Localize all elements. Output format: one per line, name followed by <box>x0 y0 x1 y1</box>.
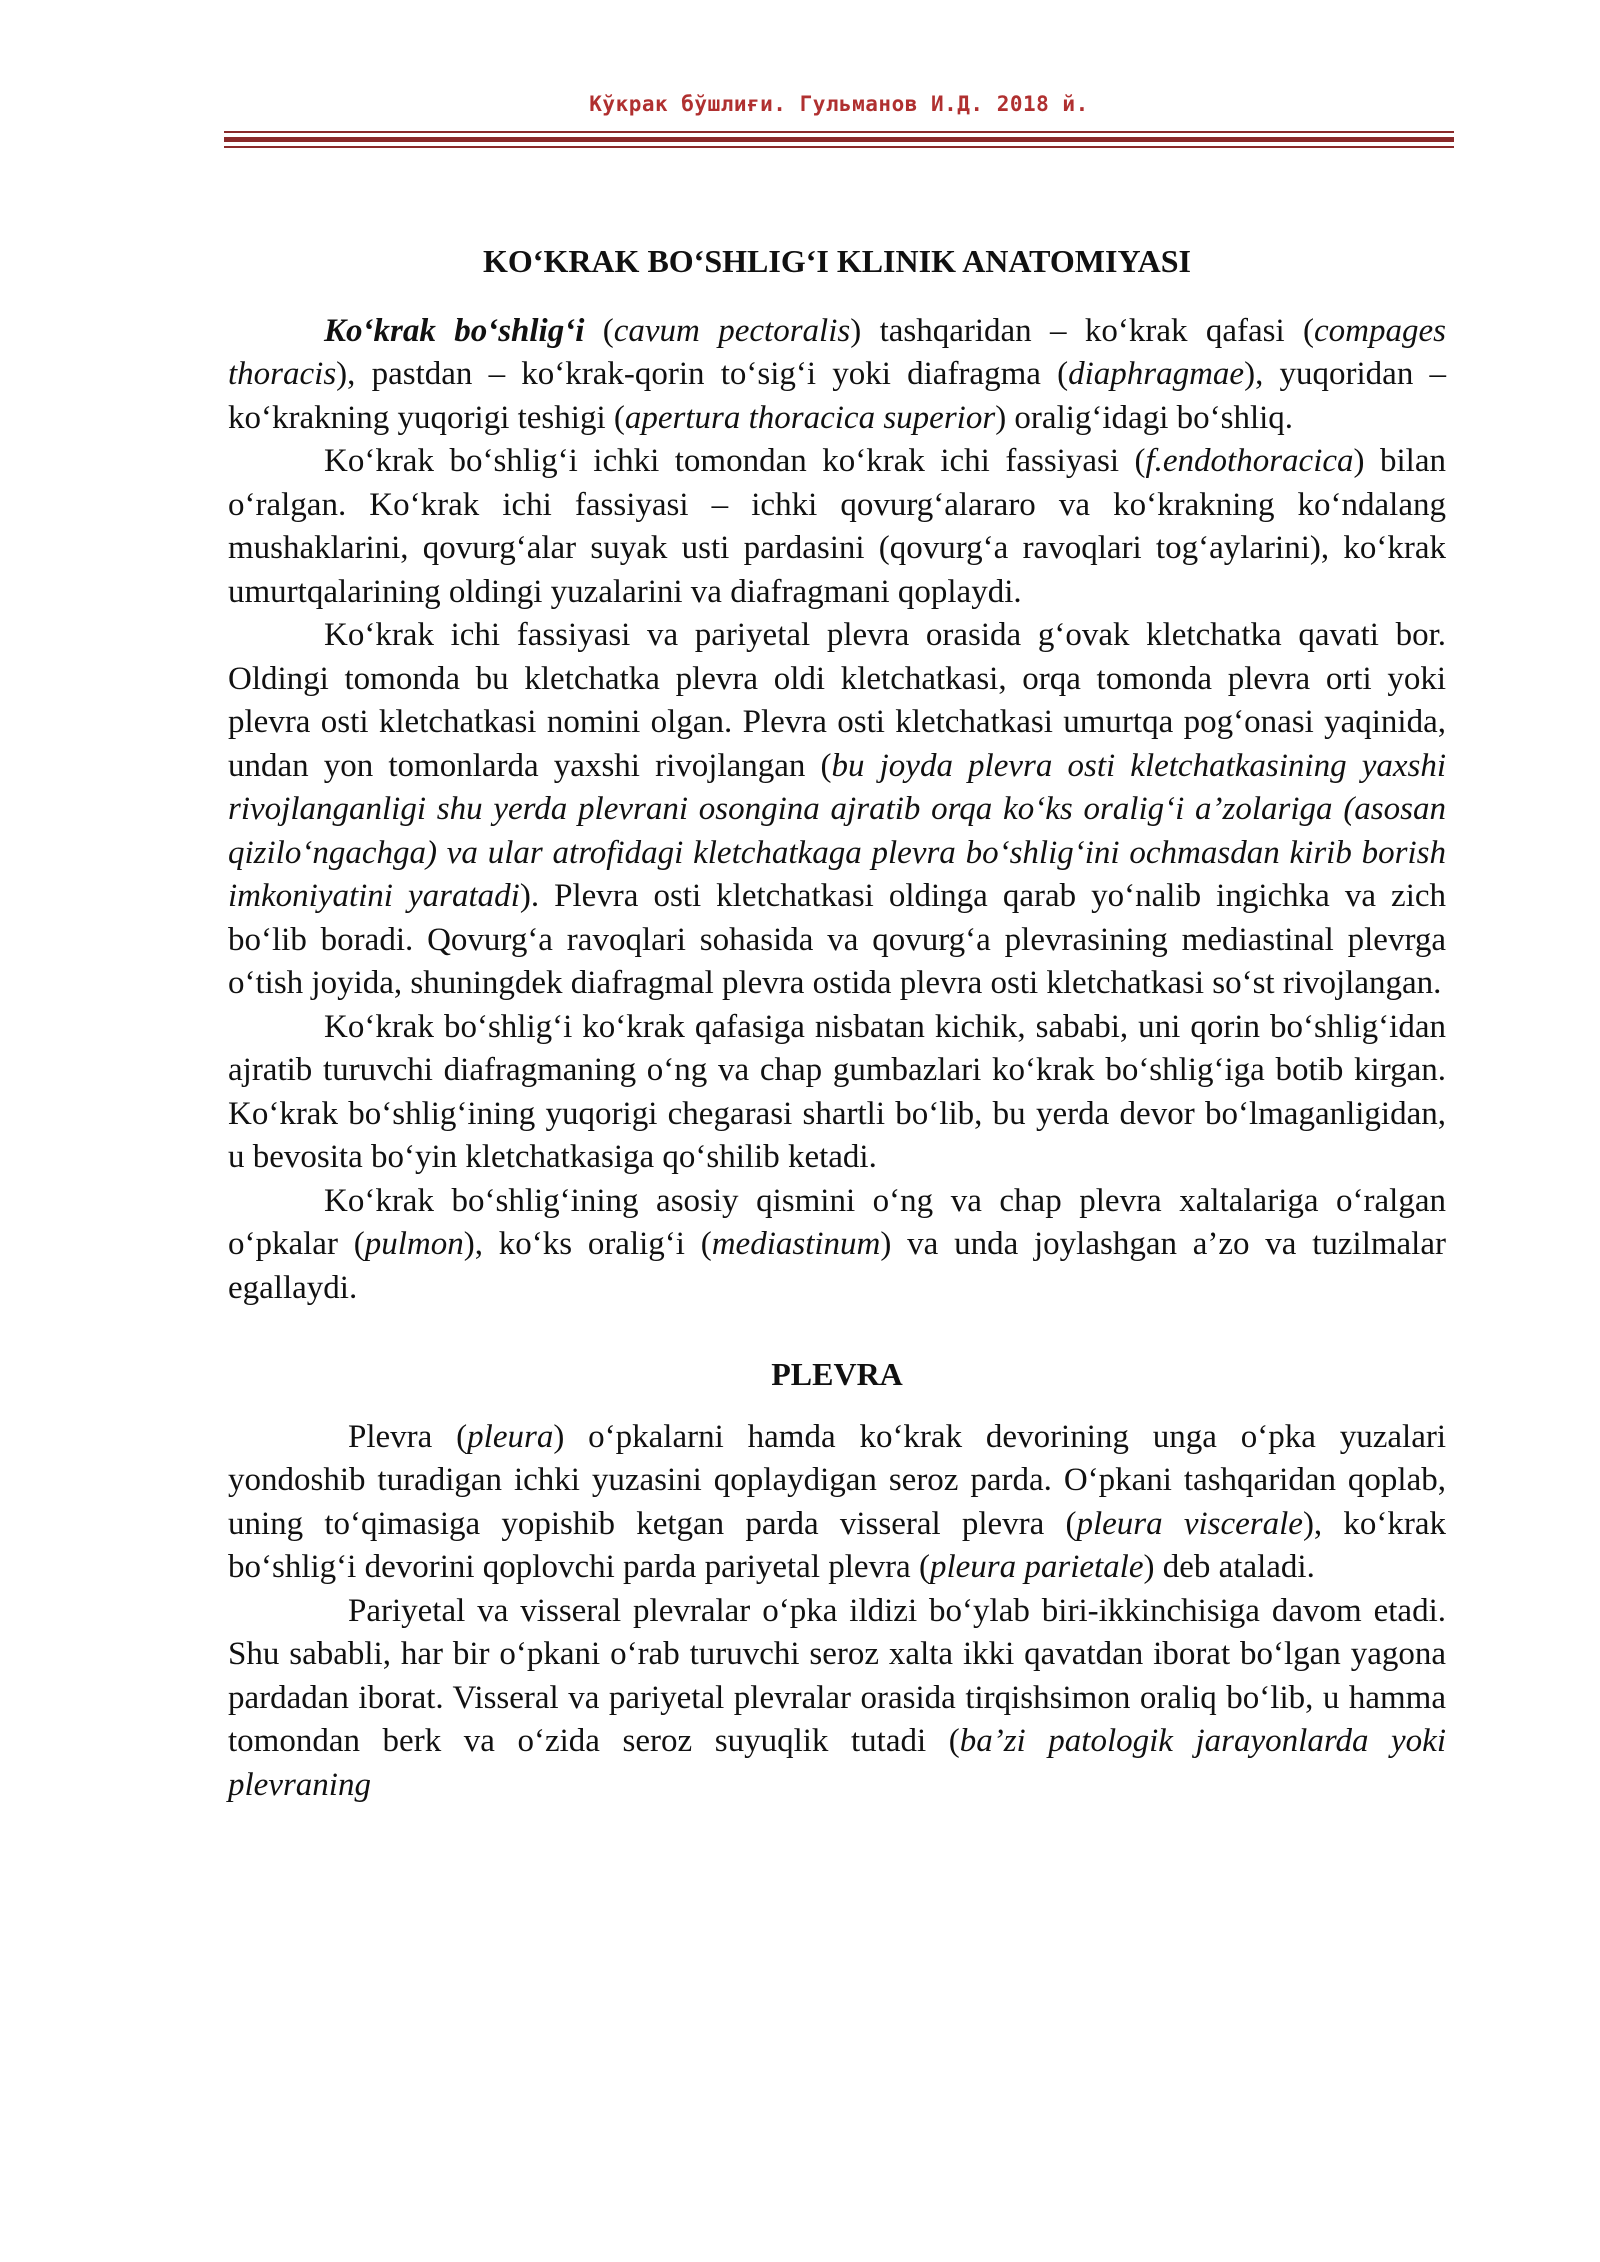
page-title: KO‘KRAK BO‘SHLIG‘I KLINIK ANATOMIYASI <box>483 243 1191 279</box>
text-run: ), ko‘krak bo‘shlig‘i devorini qoplovchi parda pariyetal plevra ( <box>228 1505 1446 1585</box>
italic-term: cavum pectoralis <box>613 312 851 349</box>
text-run: Pariyetal va visseral plevralar o‘pka ildizi bo‘ylab biri-ikkinchisiga davom etadi. Shu sababli, har bir o‘pkani o‘rab turuvchi seroz xalta ikki qavatdan iborat bo‘lgan yagona pardadan iborat. Visseral va pariyetal plevralar orasida tirqishsimon oraliq bo‘lib, u hamma tomondan berk va o‘zida seroz suyuqlik tutadi ( <box>228 1592 1446 1759</box>
text-run: ) deb ataladi. <box>1143 1549 1315 1585</box>
text-run: ), yuqoridan – ko‘krakning yuqorigi teshigi ( <box>228 356 1447 436</box>
paragraph <box>228 440 1446 614</box>
text-run: Ko‘krak bo‘shlig‘i ichki tomondan ko‘krak ichi fassiyasi ( <box>324 443 1146 479</box>
bold-italic-term: Ko‘krak bo‘shlig‘i <box>324 312 585 349</box>
section-body <box>228 1416 1446 1808</box>
header-rule-middle <box>224 137 1454 142</box>
italic-term: pleura parietale <box>929 1549 1144 1585</box>
italic-term: apertura thoracica superior <box>624 399 996 436</box>
page-body <box>228 240 1446 1807</box>
italic-term: ba’zi patologik jarayonlarda yoki plevraning <box>228 1723 1446 1803</box>
text-run: Plevra ( <box>348 1418 468 1455</box>
text-run: Ko‘krak bo‘shlig‘i ko‘krak qafasiga nisbatan kichik, sababi, uni qorin bo‘shlig‘idan ajratib turuvchi diafragmaning o‘ng va chap gumbazlari ko‘krak bo‘shlig‘iga botib kirgan. Ko‘krak bo‘shlig‘ining yuqorigi chegarasi shartli bo‘lib, bu yerda devor bo‘lmaganligidan, u bevosita bo‘yin kletchatkasiga qo‘shilib ketadi. <box>228 1008 1446 1175</box>
text-run: ), ko‘ks oralig‘i ( <box>463 1226 712 1262</box>
paragraph <box>228 614 1446 1006</box>
italic-term: pleura <box>467 1418 554 1455</box>
italic-term: diaphragmae <box>1068 356 1245 392</box>
italic-term: bu joyda plevra osti kletchatkasining yaxshi rivojlanganligi shu yerda plevrani osongina ajratib orqa ko‘ks oralig‘i a’zolariga (asosan qizilo‘ngachga) va ular atrofidagi kletchatkaga plevra bo‘shlig‘ini ochmasdan kirib borish imkoniyatini yaratadi <box>228 747 1446 914</box>
section-title: PLEVRA <box>771 1356 903 1392</box>
text-run: ) tashqaridan – ko‘krak qafasi ( <box>850 312 1315 349</box>
article-body <box>228 310 1446 1311</box>
paragraph <box>228 1590 1446 1808</box>
text-run: ), pastdan – ko‘krak-qorin to‘sig‘i yoki diafragma ( <box>336 356 1069 392</box>
italic-term: compages thoracis <box>228 312 1446 392</box>
header-rule-bottom <box>224 146 1454 148</box>
text-run: ). Plevra osti kletchatkasi oldinga qarab yo‘nalib ingichka va zich bo‘lib boradi. Qovurg‘a ravoqlari sohasida va qovurg‘a plevrasining mediastinal plevrga o‘tish joyida, shuningdek diafragmal plevra ostida plevra osti kletchatkasi so‘st rivojlangan. <box>228 878 1447 1001</box>
paragraph <box>228 1180 1446 1311</box>
paragraph <box>228 1416 1446 1590</box>
running-header: Кўкрак бўшлиғи. Гульманов И.Д. 2018 й. <box>589 92 1089 116</box>
italic-term: f.endothoracica <box>1145 443 1354 479</box>
text-run: ) va unda joylashgan a’zo va tuzilmalar egallaydi. <box>228 1226 1446 1306</box>
header-rule-top <box>224 131 1454 133</box>
italic-term: mediastinum <box>711 1226 881 1262</box>
text-run: Ko‘krak bo‘shlig‘ining asosiy qismini o‘ng va chap plevra xaltalariga o‘ralgan o‘pkalar ( <box>228 1182 1446 1262</box>
text-run: ) oralig‘idagi bo‘shliq. <box>995 399 1294 436</box>
italic-term: pulmon <box>364 1226 464 1262</box>
italic-term: pleura viscerale <box>1076 1505 1303 1542</box>
paragraph <box>228 310 1446 441</box>
paragraph <box>228 1006 1446 1180</box>
text-run: ) o‘pkalarni hamda ko‘krak devorining unga o‘pka yuzalari yondoshib turadigan ichki yuzasini qoplaydigan seroz parda. O‘pkani tashqaridan qoplab, uning to‘qimasiga yopishib ketgan parda visseral plevra ( <box>228 1418 1446 1542</box>
text-run: ) bilan o‘ralgan. Ko‘krak ichi fassiyasi – ichki qovurg‘alararo va ko‘krakning ko‘ndalang mushaklarini, qovurg‘alar suyak usti pardasini (qovurg‘a ravoqlari tog‘aylarini), ko‘krak umurtqalarining oldingi yuzalarini va diafragmani qoplaydi. <box>228 443 1447 610</box>
text-run: Ko‘krak ichi fassiyasi va pariyetal plevra orasida g‘ovak kletchatka qavati bor. Oldingi tomonda bu kletchatka plevra oldi kletchatkasi, orqa tomonda plevra orti yoki plevra osti kletchatkasi nomini olgan. Plevra osti kletchatkasi umurtqa pog‘onasi yaqinida, undan yon tomonlarda yaxshi rivojlangan ( <box>228 617 1446 784</box>
text-run: ( <box>584 312 614 349</box>
